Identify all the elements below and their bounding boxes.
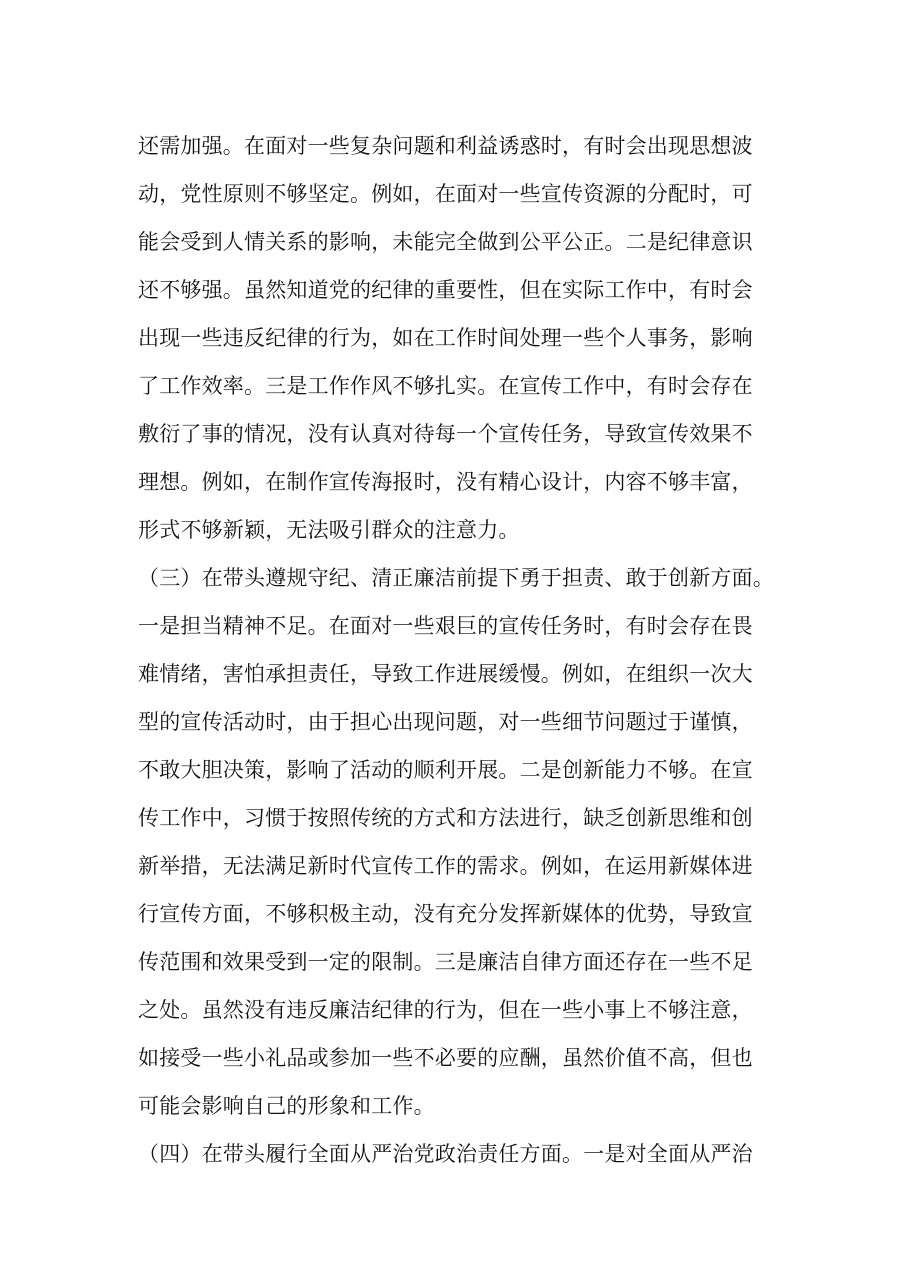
document-body (138, 122, 778, 1178)
text-line: 了工作效率。三是工作作风不够扎实。在宣传工作中，有时会存在 (138, 374, 753, 398)
text-line: 敷衍了事的情况，没有认真对待每一个宣传任务，导致宣传效果不 (138, 422, 753, 446)
text-line: 还需加强。在面对一些复杂问题和利益诱惑时，有时会出现思想波 (138, 134, 753, 158)
text-line: 一是担当精神不足。在面对一些艰巨的宣传任务时，有时会存在畏 (138, 614, 753, 638)
text-line: 如接受一些小礼品或参加一些不必要的应酬，虽然价值不高，但也 (138, 1046, 753, 1070)
text-line: 还不够强。虽然知道党的纪律的重要性，但在实际工作中，有时会 (138, 278, 753, 302)
text-line: 型的宣传活动时，由于担心出现问题，对一些细节问题过于谨慎， (138, 710, 753, 734)
section-heading-line: （三）在带头遵规守纪、清正廉洁前提下勇于担责、敢于创新方面。 (138, 566, 774, 590)
text-line: 可能会影响自己的形象和工作。 (138, 1094, 435, 1118)
text-line: 行宣传方面，不够积极主动，没有充分发挥新媒体的优势，导致宣 (138, 902, 753, 926)
text-line: 不敢大胆决策，影响了活动的顺利开展。二是创新能力不够。在宣 (138, 758, 753, 782)
section-heading-line: （四）在带头履行全面从严治党政治责任方面。一是对全面从严治 (138, 1142, 753, 1166)
text-line: 新举措，无法满足新时代宣传工作的需求。例如，在运用新媒体进 (138, 854, 753, 878)
text-line: 之处。虽然没有违反廉洁纪律的行为，但在一些小事上不够注意， (138, 998, 753, 1022)
text-line: 传工作中，习惯于按照传统的方式和方法进行，缺乏创新思维和创 (138, 806, 753, 830)
text-line: 动，党性原则不够坚定。例如，在面对一些宣传资源的分配时，可 (138, 182, 753, 206)
text-line: 难情绪，害怕承担责任，导致工作进展缓慢。例如，在组织一次大 (138, 662, 753, 686)
text-line: 出现一些违反纪律的行为，如在工作时间处理一些个人事务，影响 (138, 326, 753, 350)
text-line: 形式不够新颖，无法吸引群众的注意力。 (138, 518, 520, 542)
text-line: 能会受到人情关系的影响，未能完全做到公平公正。二是纪律意识 (138, 230, 753, 254)
text-line: 理想。例如，在制作宣传海报时，没有精心设计，内容不够丰富， (138, 470, 753, 494)
text-line: 传范围和效果受到一定的限制。三是廉洁自律方面还存在一些不足 (138, 950, 753, 974)
